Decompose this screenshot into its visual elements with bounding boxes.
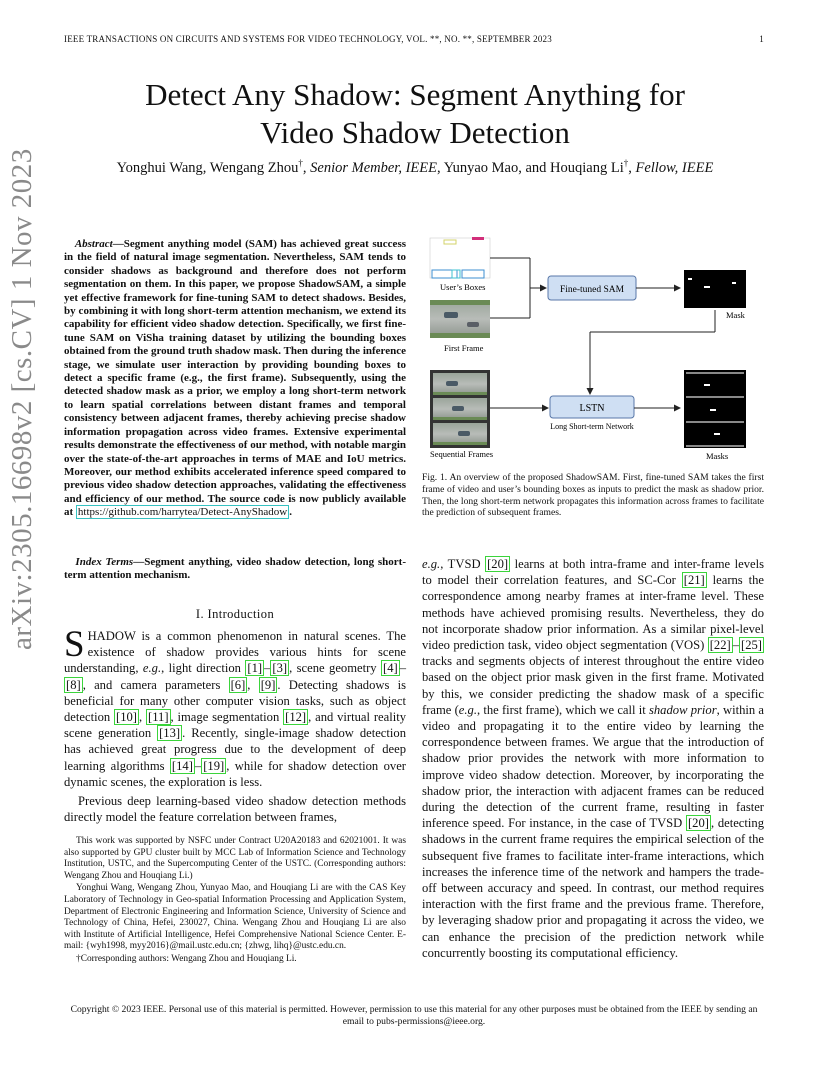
text-run: tracks and segments objects of interest throughout the entire video based on the object prior mask given in the first frame. Motivated by this, we consider predicting the shadow mask of a specific frame ( [422, 654, 764, 717]
text-run: , the first frame), which we call it [476, 702, 649, 717]
figure-1 [422, 232, 768, 462]
text-run: , and virtual reality scene generation [64, 710, 407, 741]
figure-diagram [422, 232, 768, 462]
citation[interactable]: [8] [66, 677, 81, 692]
text-run: , detecting shadows in the current frame requires the empirical selection of the subsequent five frames to facilitate inter-frame interactions, which increases the inference time of the network and hampers the trade-off between accuracy and speed. In contrast, our method requires interaction with the first frame and the previous frame. Therefore, by leveraging shadow prior and propagating it across the video, we can enhance the precision of the prediction network while concurrently boosting its computational efficiency. [422, 816, 764, 960]
running-header [64, 34, 764, 44]
arxiv-watermark: arXiv:2305.16698v2 [cs.CV] 1 Nov 2023 [6, 148, 38, 650]
citation[interactable]: [11] [148, 710, 169, 725]
text-run: – [732, 638, 740, 653]
citation[interactable]: [14] [171, 758, 193, 773]
footnotes [64, 836, 406, 967]
text-run: , and camera parameters [82, 677, 229, 692]
sequential-frames-label: Sequential Frames [430, 449, 494, 459]
text-run: learns at both intra-frame and inter-frame levels to model their correlation features, and SC-Cor [422, 557, 765, 588]
journal-header: IEEE TRANSACTIONS ON CIRCUITS AND SYSTEMS FOR VIDEO TECHNOLOGY, VOL. **, NO. **, SEPTEMBER 2023 [64, 34, 552, 44]
dagger-mark: † [623, 158, 629, 168]
text-run: learns the correspondence among nearby frames at inter-frame level. These methods have achieved promising results. Nevertheless, they do not incorporate shadow prior information. As a similar pixel-level video prediction task, video object segmentation (VOS) [422, 573, 764, 653]
intro-paragraph-1 [64, 624, 407, 790]
index-terms-text: —Segment anything, video shadow detection, long short-term attention mechanism. [64, 556, 406, 582]
abstract [64, 238, 406, 520]
text-run: . Detecting shadows is beneficial for many other computer vision tasks, such as object detection [64, 677, 407, 725]
abstract-text: —Segment anything model (SAM) has achieved great success in the field of natural image segmentation. Nevertheless, SAM tends to consider shadows as background and therefore does not perform segmentation on them. In this paper, we propose ShadowSAM, a simple yet effective framework for fine-tuning SAM to detect shadows. Besides, by combining it with long short-term attention mechanism, we extend its capability for efficient video shadow detection. Specifically, we first fine-tune SAM on ViSha training dataset by utilizing the bounding boxes obtained from the ground truth shadow mask. Then during the inference stage, we simulate user interaction by providing bounding boxes to detect a specific frame (e.g., the first frame). Subsequently, using the detected shadow mask as a prior, we employ a long short-term network to learn spatial correlations between distant frames and temporal consistency between adjacent frames, thereby achieving precise shadow information propagation across video frames. Extensive experimental results demonstrate the effectiveness of our method, with notable margin over the state-of-the-art approaches in terms of MAE and IoU metrics. Moreover, our method exhibits accelerated inference speed compared to previous video shadow detection approaches, validating the effectiveness and efficiency of our method. The source code is now publicly available at [64, 238, 407, 519]
citation[interactable]: [9] [260, 677, 276, 692]
membership-2: Fellow, IEEE [635, 159, 714, 176]
lstn-label: LSTN [579, 403, 605, 414]
drop-cap: S [64, 624, 85, 665]
paper-title [60, 76, 770, 152]
text-run: , scene geometry [289, 661, 382, 676]
citation[interactable]: [1] [247, 661, 263, 676]
citation[interactable]: [3] [272, 661, 288, 676]
citation[interactable]: [20] [487, 557, 509, 571]
text-run: , TVSD [440, 557, 486, 571]
citation[interactable]: [13] [159, 726, 181, 741]
text-run: HADOW is a common phenomenon in natural scenes. The existence of shadow provides various hints for scene understanding, [64, 629, 406, 676]
author-names-1: Yonghui Wang, Wengang Zhou [116, 159, 299, 176]
text-run: e.g. [458, 702, 477, 717]
citation[interactable]: [12] [285, 710, 307, 725]
figure-caption: Fig. 1. An overview of the proposed ShadowSAM. First, fine-tuned SAM takes the first frame of video and user’s bounding boxes as inputs to predict the mask as shadow prior. Then, the long short-term network propagates this information across frames to facilitate the prediction of subsequent frames. [422, 472, 764, 519]
membership-1: Senior Member, IEEE [310, 159, 437, 176]
text-run: , [247, 677, 259, 692]
title-line-2: Video Shadow Detection [260, 115, 570, 150]
sam-label: Fine-tuned SAM [559, 285, 625, 295]
text-run: , [139, 710, 146, 725]
section-heading: I. Introduction [195, 607, 275, 621]
page-number: 1 [759, 34, 764, 44]
funding-footnote: This work was supported by NSFC under Contract U20A20183 and 62021001. It was also supported by GPU cluster built by MCC Lab of Information Science and Technology Institution, USTC, and the Supercomputing Center of the USTC. (Corresponding authors: Wengang Zhou and Houqiang Li.) [64, 836, 406, 881]
title-line-1: Detect Any Shadow: Segment Anything for [145, 77, 685, 112]
text-run: – [194, 758, 202, 773]
text-run: , image segmentation [170, 710, 284, 725]
abstract-end: . [289, 506, 292, 519]
sequential-frames-image [430, 370, 490, 448]
abstract-label: Abstract [74, 238, 113, 250]
text-run: , within a video and propagating it to the entire video by learning the correspondence between frames. We argue that the introduction of shadow prior provides the network with more information to improve video shadow detection. Moreover, by incorporating the shadow prior, the interaction with adjacent frames can be reduced during the detection of the current frame, resulting in faster inference speed. For instance, in the case of TVSD [422, 702, 764, 831]
citation[interactable]: [4] [383, 661, 398, 676]
corresponding-footnote: †Corresponding authors: Wengang Zhou and Houqiang Li. [76, 953, 297, 964]
masks-output-image [684, 370, 746, 448]
index-terms-label: Index Terms [75, 556, 134, 568]
text-run: . Recently, single-image shadow detection has achieved great progress due to the development of deep learning algorithms [64, 726, 406, 773]
dagger-mark: † [298, 158, 303, 168]
intro-left-column [64, 624, 407, 825]
affiliation-footnote: Yonghui Wang, Wengang Zhou, Yunyao Mao, and Houqiang Li are with the CAS Key Laboratory of Technology in Geo-spatial Information Processing and Application System, Department of Electronic Engineering and Information Science, University of Science and Technology of China, Hefei, 230027, China. Wengang Zhou and Houqiang Li are also with Institute of Artificial Intelligence, Hefei Comprehensive National Science Center. E-mail: {wyh1998, myy2016}@mail.ustc.edu.cn; {zhwg, lihq}@ustc.edu.cn. [64, 883, 406, 952]
first-frame-label: First Frame [444, 343, 484, 353]
text-run: e.g. [422, 557, 441, 571]
citation[interactable]: [25] [741, 638, 762, 653]
copyright-notice: Copyright © 2023 IEEE. Personal use of this material is permitted. However, permission to use this material for any other purposes must be obtained from the IEEE by sending an email to pubs-permissions@ieee.org. [70, 1004, 758, 1027]
intro-right-column [422, 556, 764, 961]
mask-label: Mask [726, 310, 745, 320]
text-run: , light direction [161, 661, 246, 676]
citation[interactable]: [20] [687, 816, 709, 831]
citation[interactable]: [6] [230, 677, 246, 692]
text-run: , while for shadow detection over dynamic scenes, the exploration is less. [64, 758, 406, 789]
code-link[interactable]: https://github.com/harrytea/Detect-AnyShadow [77, 506, 288, 519]
citation[interactable]: [19] [203, 758, 225, 773]
text-run: – [399, 661, 406, 676]
masks-label: Masks [706, 451, 729, 461]
lstn-full-label: Long Short-term Network [550, 422, 634, 431]
mask-output-image [684, 270, 746, 308]
text-run: shadow prior [648, 702, 717, 717]
intro-paragraph-2: Previous deep learning-based video shadow detection methods directly model the feature correlation between frames, [64, 794, 406, 825]
index-terms [64, 556, 406, 583]
author-names-2: , Yunyao Mao, and Houqiang Li [437, 159, 624, 176]
author-list: Yonghui Wang, Wengang Zhou†, Senior Member, IEEE, Yunyao Mao, and Houqiang Li†, Fellow, IEEE [116, 158, 714, 176]
users-boxes-label: User’s Boxes [440, 282, 486, 292]
citation[interactable]: [10] [116, 710, 137, 725]
citation[interactable]: [21] [683, 573, 705, 588]
text-run: – [264, 661, 271, 676]
first-frame-image [430, 300, 490, 338]
citation[interactable]: [22] [709, 638, 731, 653]
text-run: e.g. [142, 661, 162, 676]
